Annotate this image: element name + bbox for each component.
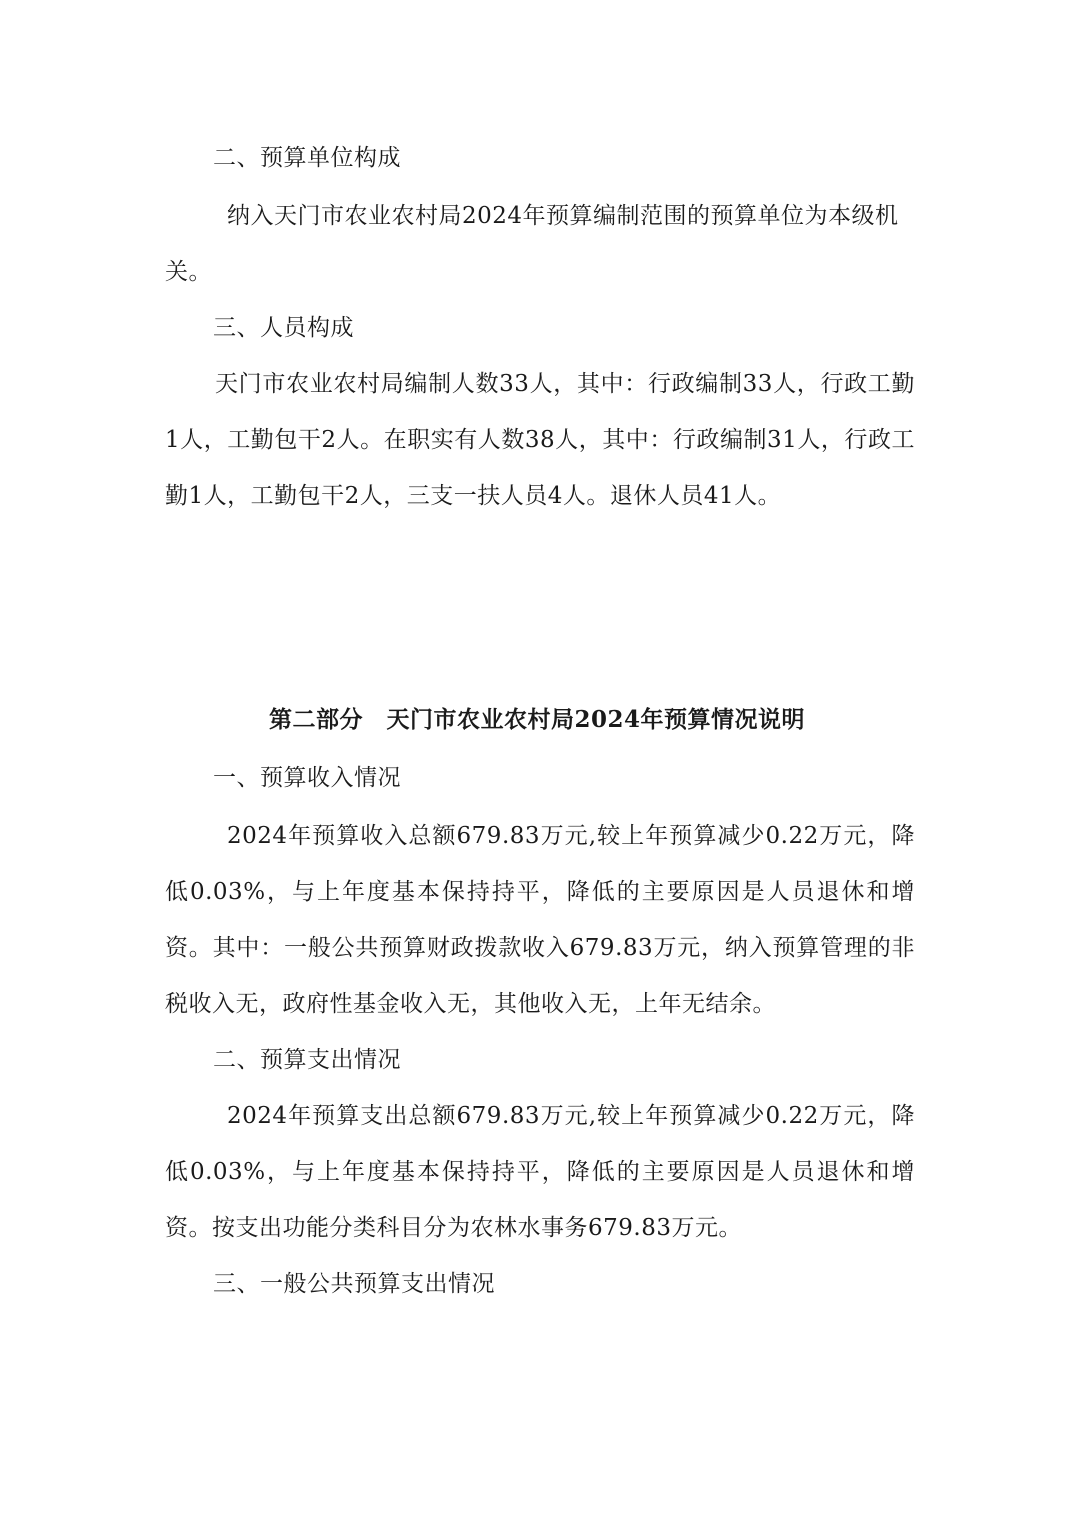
section-heading-income: 一、预算收入情况 [213,765,401,791]
paragraph-income: 2024年预算收入总额679.83万元,较上年预算减少0.22万元，降低0.03%，与上年度基本保持持平，降低的主要原因是人员退休和增资。其中：一般公共预算财政拨款收入679.83万元，纳入预算管理的非税收入无，政府性基金收入无，其他收入无，上年无结余。 [165,823,915,1017]
part-two-title: 第二部分 天门市农业农村局2024年预算情况说明 [268,706,805,733]
section-heading-staff: 三、人员构成 [213,315,354,341]
section-heading-budget-units: 二、预算单位构成 [213,145,401,171]
section-heading-expense: 二、预算支出情况 [213,1047,401,1073]
paragraph-staff: 天门市农业农村局编制人数33人，其中：行政编制33人，行政工勤1人，工勤包干2人。在职实有人数38人，其中：行政编制31人，行政工勤1人，工勤包干2人，三支一扶人员4人。退休人员41人。 [165,371,915,509]
paragraph-budget-units: 纳入天门市农业农村局2024年预算编制范围的预算单位为本级机关。 [165,203,899,285]
section-heading-general-budget: 三、一般公共预算支出情况 [213,1271,495,1297]
paragraph-expense: 2024年预算支出总额679.83万元,较上年预算减少0.22万元，降低0.03%，与上年度基本保持持平，降低的主要原因是人员退休和增资。按支出功能分类科目分为农林水事务679.83万元。 [165,1103,915,1241]
